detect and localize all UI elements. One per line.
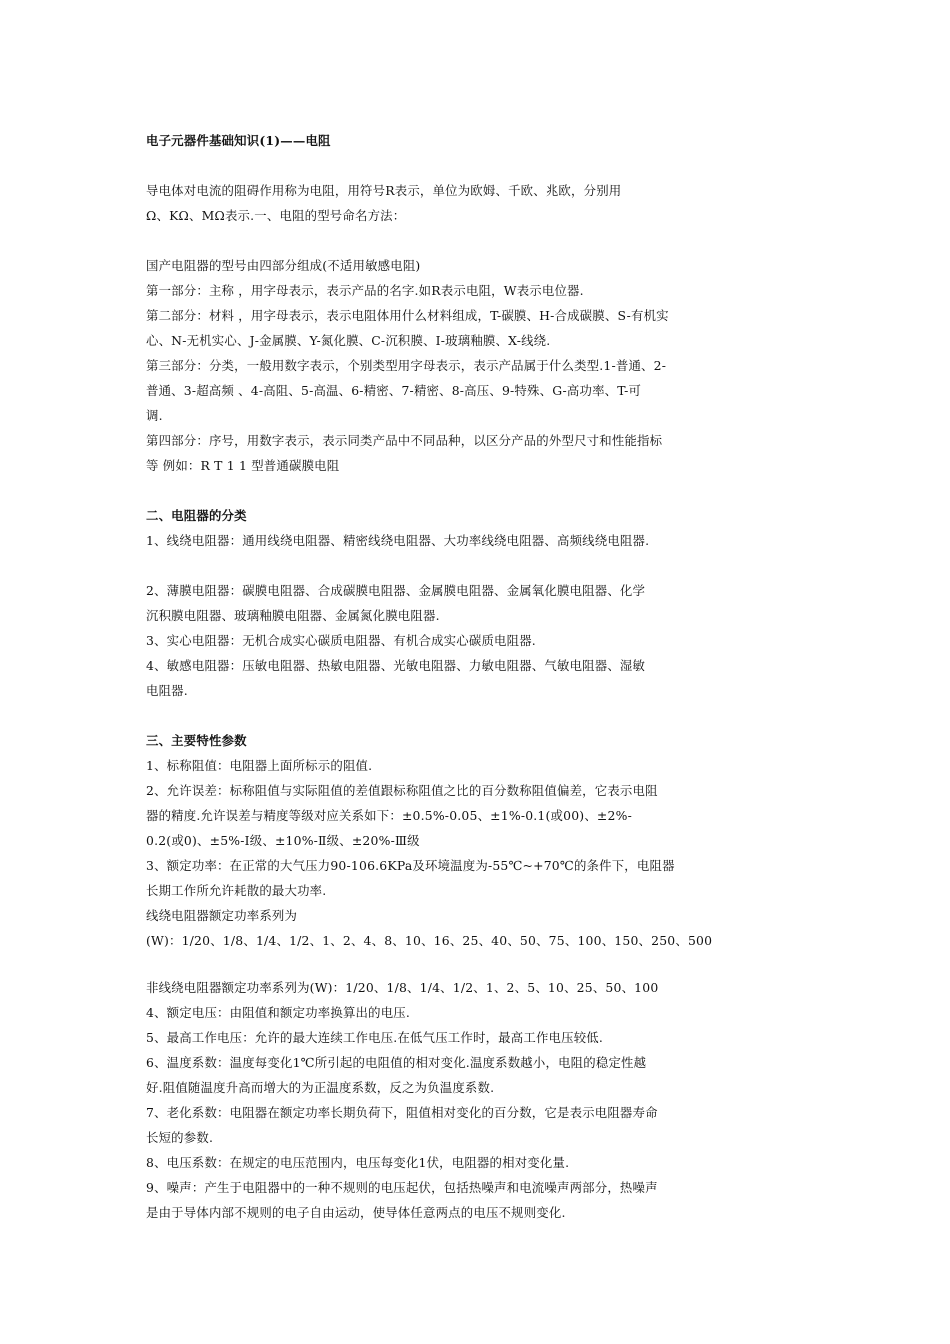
parameter-line: 长期工作所允许耗散的最大功率.: [146, 883, 327, 898]
naming-line: 第一部分：主称 ，用字母表示，表示产品的名字.如R表示电阻，W表示电位器.: [146, 283, 584, 298]
section-heading: 三、主要特性参数: [146, 733, 247, 748]
parameter-line: 非线绕电阻器额定功率系列为(W)：1/20、1/8、1/4、1/2、1、2、5、10、25、50、100: [146, 980, 659, 995]
parameter-line: 1、标称阻值：电阻器上面所标示的阻值.: [146, 758, 373, 773]
naming-line: 第三部分：分类，一般用数字表示，个别类型用字母表示，表示产品属于什么类型.1-普通、2-: [146, 358, 667, 373]
parameter-line: 0.2(或0)、±5%-Ⅰ级、±10%-Ⅱ级、±20%-Ⅲ级: [146, 833, 420, 848]
parameter-line: 线绕电阻器额定功率系列为: [146, 908, 298, 923]
parameter-line: 器的精度.允许误差与精度等级对应关系如下：±0.5%-0.05、±1%-0.1(或00)、±2%-: [146, 808, 632, 823]
spacer: [146, 478, 810, 503]
naming-line: 第四部分：序号，用数字表示，表示同类产品中不同品种，以区分产品的外型尺寸和性能指标: [146, 433, 663, 448]
naming-line: 第二部分：材料 ，用字母表示，表示电阻体用什么材料组成，T-碳膜、H-合成碳膜、S-有机实: [146, 308, 669, 323]
naming-section: [146, 253, 810, 478]
naming-line: 调.: [146, 408, 163, 423]
intro-line: 导电体对电流的阻碍作用称为电阻，用符号R表示，单位为欧姆、千欧、兆欧，分别用: [146, 183, 622, 198]
spacer: [146, 703, 810, 728]
parameter-line: (W)：1/20、1/8、1/4、1/2、1、2、4、8、10、16、25、40、50、75、100、150、250、500: [146, 933, 713, 948]
parameter-line: 9、噪声：产生于电阻器中的一种不规则的电压起伏，包括热噪声和电流噪声两部分，热噪声: [146, 1180, 658, 1195]
intro-line: Ω、KΩ、MΩ表示.一、电阻的型号命名方法：: [146, 208, 406, 223]
parameter-line: 2、允许误差：标称阻值与实际阻值的差值跟标称阻值之比的百分数称阻值偏差，它表示电阻: [146, 783, 658, 798]
classification-line: 电阻器.: [146, 683, 188, 698]
parameter-line: 4、额定电压：由阻值和额定功率换算出的电压.: [146, 1005, 411, 1020]
classification-line: 沉积膜电阻器、玻璃釉膜电阻器、金属氮化膜电阻器.: [146, 608, 440, 623]
naming-line: 心、N-无机实心、J-金属膜、Y-氮化膜、C-沉积膜、I-玻璃釉膜、X-线绕.: [146, 333, 551, 348]
classification-line: 1、线绕电阻器：通用线绕电阻器、精密线绕电阻器、大功率线绕电阻器、高频线绕电阻器.: [146, 533, 650, 548]
parameters-section: [146, 728, 810, 1225]
section-heading: 二、电阻器的分类: [146, 508, 247, 523]
spacer: [146, 153, 810, 178]
parameter-line: 长短的参数.: [146, 1130, 214, 1145]
naming-line: 等 例如：R T 1 1 型普通碳膜电阻: [146, 458, 340, 473]
parameter-line: 3、额定功率：在正常的大气压力90-106.6KPa及环境温度为-55℃~+70℃的条件下，电阻器: [146, 858, 675, 873]
classification-line: 3、实心电阻器：无机合成实心碳质电阻器、有机合成实心碳质电阻器.: [146, 633, 536, 648]
classification-section: [146, 503, 810, 703]
spacer: [146, 228, 810, 253]
naming-line: 普通、3-超高频 、4-高阻、5-高温、6-精密、7-精密、8-高压、9-特殊、G-高功率、T-可: [146, 383, 642, 398]
classification-line: 4、敏感电阻器：压敏电阻器、热敏电阻器、光敏电阻器、力敏电阻器、气敏电阻器、湿敏: [146, 658, 646, 673]
classification-line: 2、薄膜电阻器：碳膜电阻器、合成碳膜电阻器、金属膜电阻器、金属氧化膜电阻器、化学: [146, 583, 646, 598]
document-body: [146, 128, 810, 1225]
parameter-line: 6、温度系数：温度每变化1℃所引起的电阻值的相对变化.温度系数越小，电阻的稳定性越: [146, 1055, 647, 1070]
spacer: [146, 953, 810, 975]
parameter-line: 8、电压系数：在规定的电压范围内，电压每变化1伏，电阻器的相对变化量.: [146, 1155, 570, 1170]
intro-paragraph: [146, 178, 810, 228]
parameter-line: 7、老化系数：电阻器在额定功率长期负荷下，阻值相对变化的百分数，它是表示电阻器寿命: [146, 1105, 658, 1120]
spacer: [146, 553, 810, 578]
naming-line: 国产电阻器的型号由四部分组成(不适用敏感电阻): [146, 258, 421, 273]
parameter-line: 好.阻值随温度升高而增大的为正温度系数，反之为负温度系数.: [146, 1080, 495, 1095]
parameter-line: 是由于导体内部不规则的电子自由运动，使导体任意两点的电压不规则变化.: [146, 1205, 566, 1220]
document-title: 电子元器件基础知识(1)——电阻: [146, 133, 331, 148]
parameter-line: 5、最高工作电压：允许的最大连续工作电压.在低气压工作时，最高工作电压较低.: [146, 1030, 604, 1045]
